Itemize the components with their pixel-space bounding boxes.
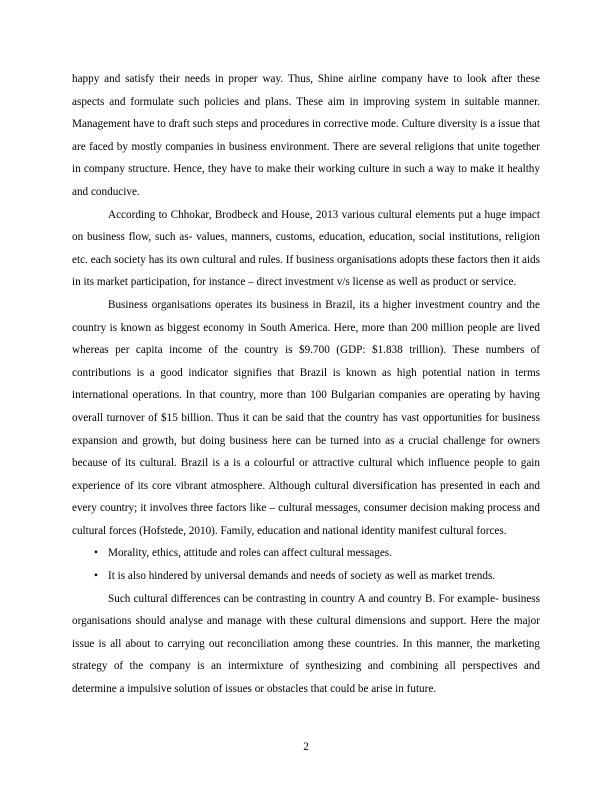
bullet-marker-icon: • <box>94 547 98 560</box>
paragraph-3: Business organisations operates its business in Brazil, its a higher investment country and the country is known as biggest economy in South America. Here, more than 200 million people are lived whereas per capita income of the country is $9.700 (GDP: $1.838 trillion). These numbers of contributions is a good indicator signifies that Brazil is known as high potential nation in terms international operations. In that country, more than 100 Bulgarian companies are operating by having overall turnover of $15 billion. Thus it can be said that the country has vast opportunities for business expansion and growth, but doing business here can be turned into as a crucial challenge for owners because of its cultural. Brazil is a is a colourful or attractive cultural which influence people to gain experience of its core vibrant atmosphere. Although cultural diversification has presented in each and every country; it involves three factors like – cultural messages, consumer decision making process and cultural forces (Hofstede, 2010). Family, education and national identity manifest cultural forces. <box>72 298 540 537</box>
page-number: 2 <box>303 741 309 753</box>
page-content <box>72 68 540 701</box>
paragraph-2: According to Chhokar, Brodbeck and House, 2013 various cultural elements put a huge impact on business flow, such as- values, manners, customs, education, education, social institutions, religion etc. each society has its own cultural and rules. If business organisations adopts these factors then it aids in its market participation, for instance – direct investment v/s license as well as product or service. <box>72 208 540 289</box>
paragraph-4: Such cultural differences can be contrasting in country A and country B. For example- business organisations should analyse and manage with these cultural dimensions and support. Here the major issue is all about to carrying out reconciliation among these countries. In this manner, the marketing strategy of the company is an intermixture of synthesizing and combining all perspectives and determine a impulsive solution of issues or obstacles that could be arise in future. <box>72 592 540 696</box>
paragraph-1: happy and satisfy their needs in proper way. Thus, Shine airline company have to look after these aspects and formulate such policies and plans. These aim in improving system in suitable manner. Management have to draft such steps and procedures in corrective mode. Culture diversity is a issue that are faced by mostly companies in business environment. There are several religions that unite together in company structure. Hence, they have to make their working culture in such a way to make it healthy and conducive. <box>72 73 540 198</box>
list-item <box>72 565 540 588</box>
list-item <box>72 542 540 565</box>
bullet-marker-icon: • <box>94 570 98 583</box>
list-item-text: Morality, ethics, attitude and roles can affect cultural messages. <box>108 547 392 560</box>
list-item-text: It is also hindered by universal demands and needs of society as well as market trends. <box>108 570 496 583</box>
bullet-list <box>72 542 540 587</box>
